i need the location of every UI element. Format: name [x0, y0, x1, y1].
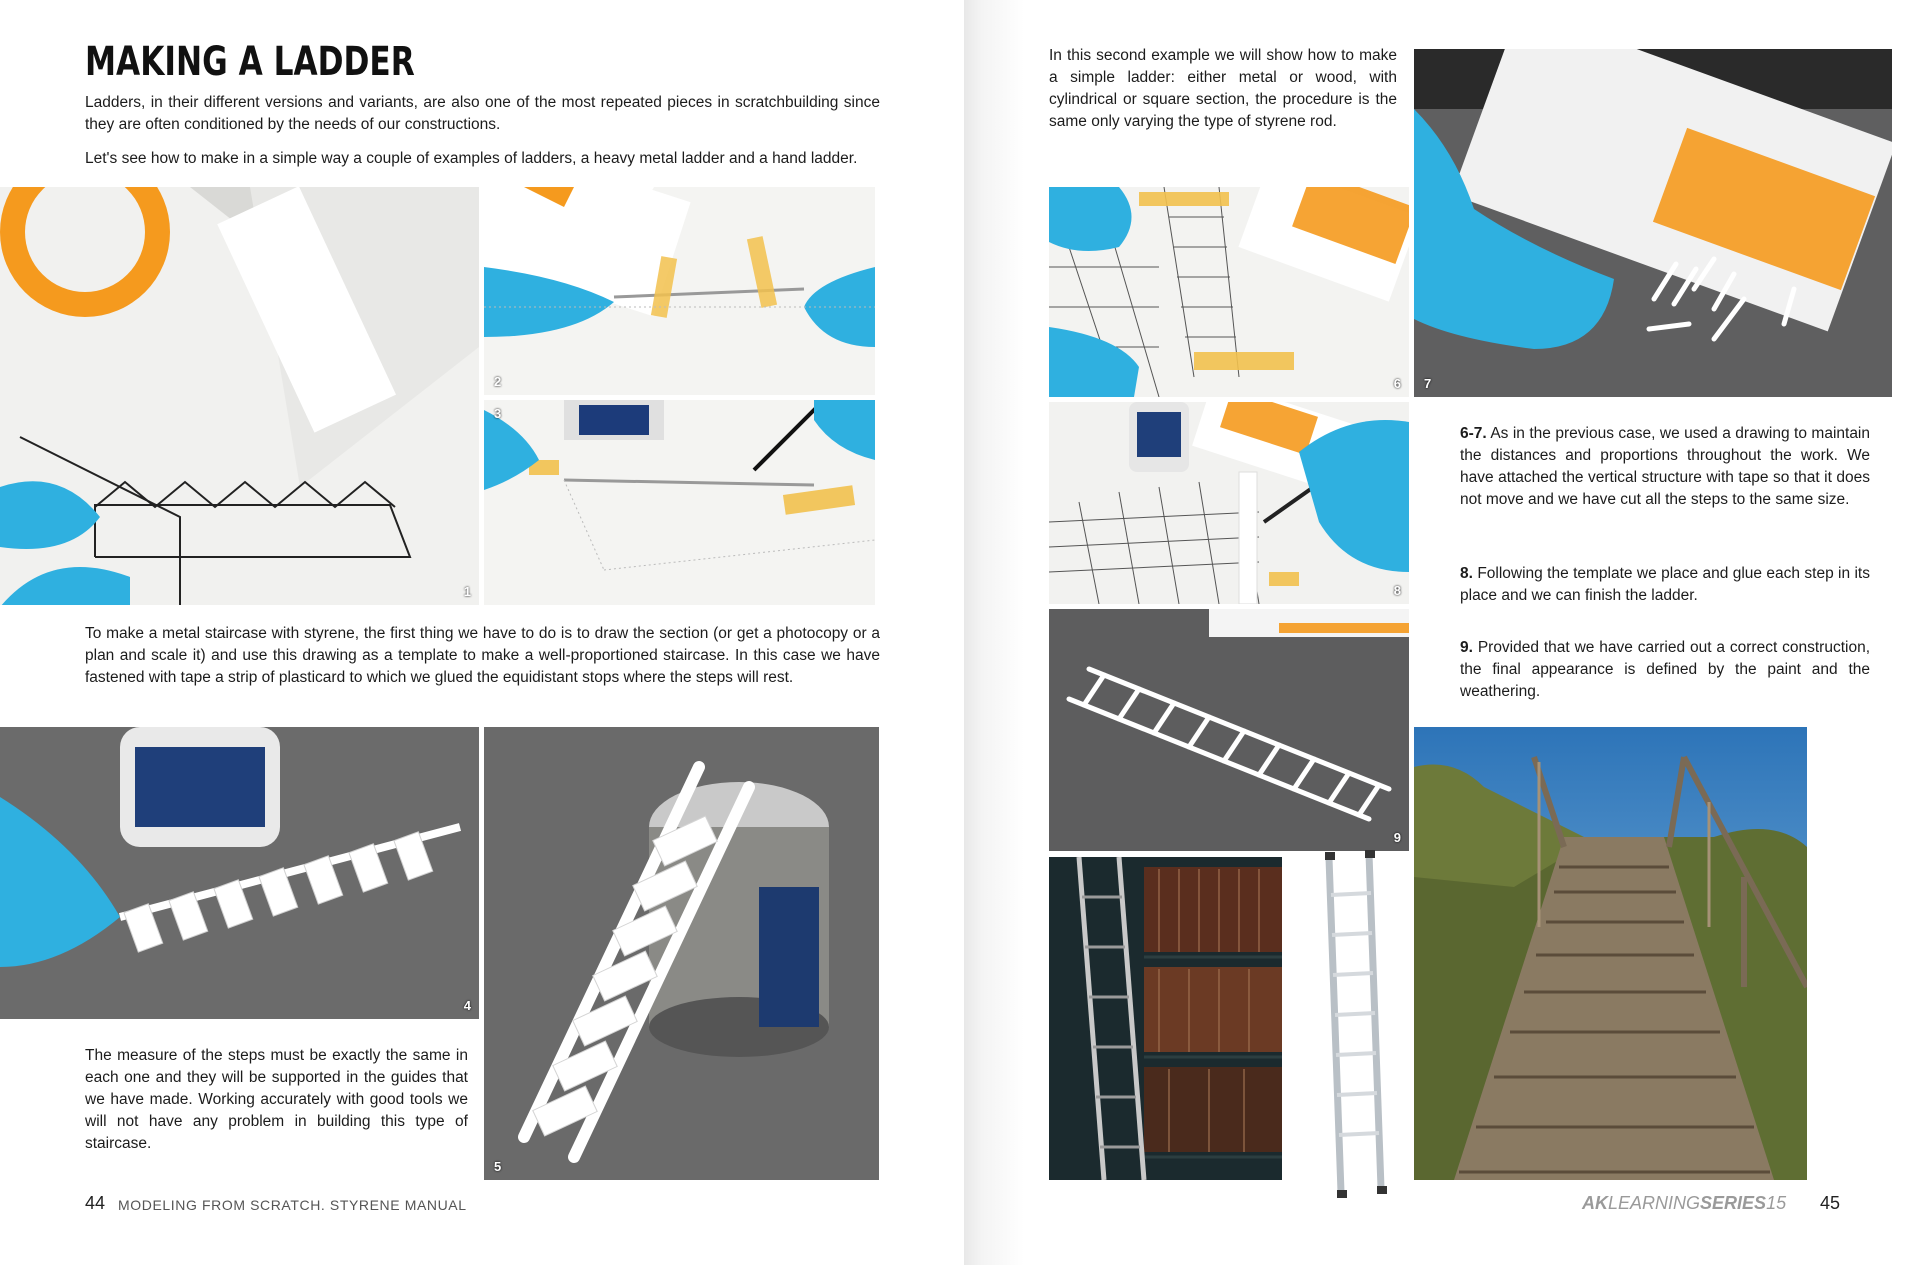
body-paragraph: To make a metal staircase with styrene, the first thing we have to do is to draw the section (or get a photocopy or a plan and scale it) and use this drawing as a template to make a well-proportioned staircase. In this case we have fastened with tape a strip of plasticard to which we glued the equidistant stops where the steps will rest. [85, 625, 880, 686]
photo-library-ladder [1049, 857, 1282, 1180]
photo-3-gluing-stops [484, 400, 875, 605]
caption-paragraph: The measure of the steps must be exactly the same in each one and they will be supported in the guides that we have made. Working accurately with good tools we will not have any problem in building this type of staircase. [85, 1047, 468, 1152]
caption-6-7-lead: 6-7. [1460, 425, 1487, 442]
page-number-right: 45 [1820, 1193, 1841, 1213]
photo-number-6: 6 [1393, 376, 1401, 391]
series-series: SERIES [1700, 1193, 1767, 1213]
photo-7-styrene-rods [1414, 49, 1892, 397]
photo-aluminium-ladder [1319, 850, 1399, 1200]
caption-9-lead: 9. [1460, 639, 1473, 656]
series-ak: AK [1582, 1193, 1608, 1213]
photo-8-gluing-steps [1049, 402, 1409, 604]
photo-wooden-stairs [1414, 727, 1807, 1180]
caption-6-7-text: As in the previous case, we used a drawing to maintain the distances and proportions throughout the work. We have attached the vertical structure with tape so that it does not move and we have cut all the steps to the same size. [1460, 425, 1870, 508]
intro-paragraph-1: Ladders, in their different versions and variants, are also one of the most repeated pieces in scratchbuilding since they are often conditioned by the needs of our constructions. [85, 94, 880, 133]
photo-number-3: 3 [494, 406, 502, 421]
intro-paragraph-2: Let's see how to make in a simple way a couple of examples of ladders, a heavy metal ladder and a hand ladder. [85, 150, 858, 167]
page-title: MAKING A LADDER [85, 39, 415, 85]
series-learning: LEARNING [1608, 1193, 1701, 1213]
photo-4-stops-glued [0, 727, 479, 1019]
photo-9-finished-ladder [1049, 609, 1409, 851]
photo-1-template-drawing [0, 187, 479, 605]
photo-number-5: 5 [494, 1159, 502, 1174]
photo-number-7: 7 [1424, 376, 1432, 391]
page-number-left: 44 [85, 1193, 106, 1213]
photo-6-ladder-template [1049, 187, 1409, 397]
right-page [964, 0, 1928, 1265]
running-title: MODELING FROM SCRATCH. STYRENE MANUAL [118, 1197, 467, 1213]
right-intro-paragraph: In this second example we will show how to make a simple ladder: either metal or wood, with cylindrical or square section, the procedure is the same only varying the type of styrene rod. [1049, 47, 1397, 130]
caption-8 [1460, 563, 1870, 607]
photo-number-4: 4 [463, 998, 471, 1013]
caption-9-text: Provided that we have carried out a correct construction, the final appearance is defined by the paint and the weathering. [1460, 639, 1870, 700]
photo-number-2: 2 [494, 374, 502, 389]
photo-number-9: 9 [1393, 830, 1401, 845]
photo-number-1: 1 [463, 584, 471, 599]
photo-2-strip-taped [484, 187, 875, 395]
caption-6-7 [1460, 423, 1870, 511]
series-brand [1582, 1193, 1786, 1214]
caption-9 [1460, 637, 1870, 703]
series-number: 15 [1766, 1193, 1787, 1213]
photo-5-finished-staircase [484, 727, 879, 1180]
caption-8-text: Following the template we place and glue each step in its place and we can finish the ladder. [1460, 565, 1870, 604]
photo-number-8: 8 [1393, 583, 1401, 598]
caption-8-lead: 8. [1460, 565, 1473, 582]
